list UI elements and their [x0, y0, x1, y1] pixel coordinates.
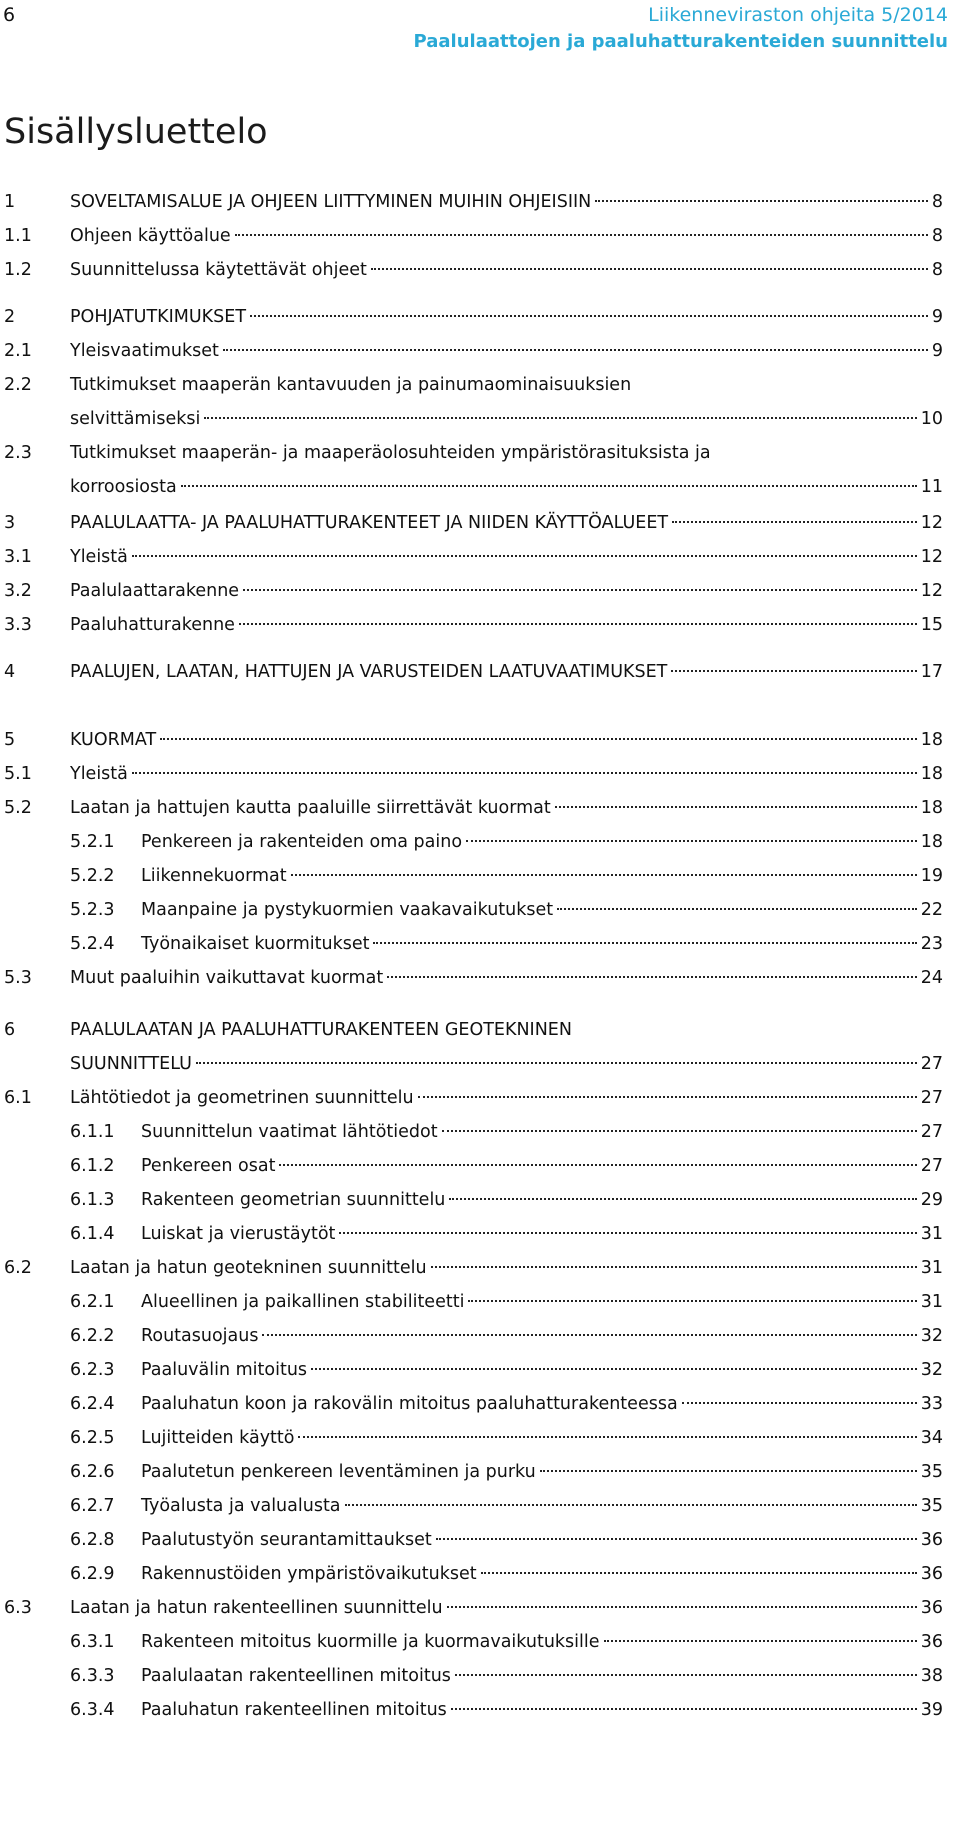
toc-entry-title: Tutkimukset maaperän- ja maaperäolosuhteiden ympäristörasituksista ja	[70, 443, 711, 463]
toc-entry-title: Paaluvälin mitoitus	[141, 1360, 308, 1380]
toc-entry-page: 8	[931, 260, 943, 280]
dot-leader	[279, 1164, 916, 1166]
toc-entry-title: Suunnittelussa käytettävät ohjeet	[70, 260, 367, 280]
toc-entry-page: 12	[920, 547, 943, 567]
toc-entry-title: SOVELTAMISALUE JA OHJEEN LIITTYMINEN MUIHIN OHJEISIIN	[70, 192, 592, 212]
toc-entry-number: 6.2.1	[70, 1292, 115, 1312]
dot-leader	[132, 555, 917, 557]
toc-entry-page: 22	[920, 900, 943, 920]
dot-leader	[455, 1674, 917, 1676]
toc-entry-page: 38	[920, 1666, 943, 1686]
dot-leader	[345, 1504, 917, 1506]
toc-entry-title: Yleistä	[70, 764, 128, 784]
toc-entry-number: 2.1	[4, 341, 32, 361]
toc-entry-page: 29	[920, 1190, 943, 1210]
toc-entry-title: KUORMAT	[70, 730, 157, 750]
toc-entry-title: Alueellinen ja paikallinen stabiliteetti	[141, 1292, 465, 1312]
toc-entry[interactable]	[0, 1625, 960, 1659]
toc-entry-title: Routasuojaus	[141, 1326, 259, 1346]
toc-entry-title: Rakenteen geometrian suunnittelu	[141, 1190, 446, 1210]
toc-entry-page: 10	[920, 409, 943, 429]
toc-entry[interactable]	[0, 1489, 960, 1523]
toc-entry[interactable]	[0, 1693, 960, 1727]
toc-entry-number: 6.1.3	[70, 1190, 115, 1210]
dot-leader	[239, 623, 917, 625]
toc-entry[interactable]	[0, 1387, 960, 1421]
toc-entry-title: Paalulaattarakenne	[70, 581, 240, 601]
dot-leader	[436, 1538, 917, 1540]
toc-entry-number: 3.3	[4, 615, 32, 635]
toc-entry-title: Laatan ja hattujen kautta paaluille siirrettävät kuormat	[70, 798, 551, 818]
toc-entry-title: Penkereen osat	[141, 1156, 276, 1176]
toc-entry-title: Paalulaatan rakenteellinen mitoitus	[141, 1666, 451, 1686]
toc-entry-number: 6.2.4	[70, 1394, 115, 1414]
toc-entry-page: 36	[920, 1598, 943, 1618]
toc-entry[interactable]	[0, 961, 960, 995]
toc-entry-page: 12	[920, 513, 943, 533]
toc-entry-page: 15	[920, 615, 943, 635]
toc-entry[interactable]	[0, 1421, 960, 1455]
toc-entry-page: 17	[920, 662, 943, 682]
toc-entry-title: Maanpaine ja pystykuormien vaakavaikutukset	[141, 900, 554, 920]
toc-entry-title: Laatan ja hatun geotekninen suunnittelu	[70, 1258, 427, 1278]
toc-entry-number: 6.2	[4, 1258, 32, 1278]
toc-entry-title: Rakennustöiden ympäristövaikutukset	[141, 1564, 477, 1584]
toc-entry[interactable]	[0, 859, 960, 893]
toc-entry-title: Ohjeen käyttöalue	[70, 226, 231, 246]
toc-entry-title: Penkereen ja rakenteiden oma paino	[141, 832, 463, 852]
dot-leader	[132, 772, 917, 774]
toc-entry[interactable]	[0, 1081, 960, 1115]
dot-leader	[466, 840, 917, 842]
toc-entry-title: POHJATUTKIMUKSET	[70, 307, 247, 327]
toc-entry[interactable]	[0, 1659, 960, 1693]
toc-entry-number: 2	[4, 307, 16, 327]
toc-entry-number: 5.1	[4, 764, 32, 784]
toc-entry[interactable]	[0, 334, 960, 368]
toc-heading: Sisällysluettelo	[4, 112, 268, 152]
toc-entry-page: 8	[931, 192, 943, 212]
toc-entry[interactable]	[0, 253, 960, 287]
toc-entry-title: SUUNNITTELU	[70, 1054, 192, 1074]
toc-entry[interactable]	[0, 1523, 960, 1557]
toc-entry[interactable]	[0, 300, 960, 334]
dot-leader	[442, 1130, 917, 1132]
toc-entry-number: 6.1.4	[70, 1224, 115, 1244]
toc-entry-title: Muut paaluihin vaikuttavat kuormat	[70, 968, 384, 988]
toc-entry-page: 9	[931, 341, 943, 361]
dot-leader	[262, 1334, 916, 1336]
toc-entry[interactable]	[0, 219, 960, 253]
dot-leader	[447, 1606, 917, 1608]
toc-entry-page: 18	[920, 832, 943, 852]
toc-entry-page: 31	[920, 1258, 943, 1278]
toc-entry[interactable]	[0, 368, 960, 436]
toc-entry-title: Paalutustyön seurantamittaukset	[141, 1530, 432, 1550]
toc-entry-number: 3.1	[4, 547, 32, 567]
toc-entry-number: 6.3.3	[70, 1666, 115, 1686]
dot-leader	[311, 1368, 917, 1370]
toc-entry-number: 3	[4, 513, 16, 533]
toc-entry-number: 6.3.1	[70, 1632, 115, 1652]
toc-entry-title: Paaluhatun rakenteellinen mitoitus	[141, 1700, 447, 1720]
dot-leader	[181, 485, 917, 487]
toc-entry-title: Paaluhatturakenne	[70, 615, 235, 635]
dot-leader	[451, 1708, 917, 1710]
dot-leader	[468, 1300, 916, 1302]
toc-entry-title: korroosiosta	[70, 477, 177, 497]
toc-entry-page: 24	[920, 968, 943, 988]
dot-leader	[672, 521, 917, 523]
toc-entry[interactable]	[0, 608, 960, 642]
toc-entry-page: 35	[920, 1496, 943, 1516]
toc-entry[interactable]	[0, 436, 960, 504]
toc-entry-page: 32	[920, 1326, 943, 1346]
toc-entry[interactable]	[0, 1591, 960, 1625]
dot-leader	[387, 976, 917, 978]
toc-entry-number: 6.1.1	[70, 1122, 115, 1142]
toc-entry[interactable]	[0, 185, 960, 219]
toc-entry-title: Lähtötiedot ja geometrinen suunnittelu	[70, 1088, 414, 1108]
dot-leader	[418, 1096, 917, 1098]
toc-entry-number: 6.2.7	[70, 1496, 115, 1516]
toc-entry[interactable]	[0, 1319, 960, 1353]
toc-entry[interactable]	[0, 1557, 960, 1591]
toc-entry-number: 5.2	[4, 798, 32, 818]
toc-entry-page: 11	[920, 477, 943, 497]
toc-entry-title: Liikennekuormat	[141, 866, 287, 886]
toc-entry-page: 36	[920, 1632, 943, 1652]
toc-entry[interactable]	[0, 1251, 960, 1285]
toc-entry-title: Lujitteiden käyttö	[141, 1428, 295, 1448]
toc-entry-page: 18	[920, 764, 943, 784]
toc-entry-number: 1.1	[4, 226, 32, 246]
toc-entry-number: 6.1	[4, 1088, 32, 1108]
dot-leader	[235, 234, 928, 236]
toc-entry-page: 35	[920, 1462, 943, 1482]
toc-entry-number: 6.3	[4, 1598, 32, 1618]
toc-entry[interactable]	[0, 1149, 960, 1183]
toc-entry-page: 33	[920, 1394, 943, 1414]
dot-leader	[371, 268, 928, 270]
dot-leader	[223, 349, 928, 351]
toc-entry-page: 18	[920, 730, 943, 750]
toc-entry-title: PAALULAATAN JA PAALUHATTURAKENTEEN GEOTEKNINEN	[70, 1020, 572, 1040]
toc-entry-page: 23	[920, 934, 943, 954]
toc-entry[interactable]	[0, 893, 960, 927]
toc-entry-page: 31	[920, 1292, 943, 1312]
dot-leader	[595, 200, 928, 202]
toc-entry-number: 4	[4, 662, 16, 682]
toc-entry[interactable]	[0, 723, 960, 757]
toc-entry-number: 5.3	[4, 968, 32, 988]
dot-leader	[431, 1266, 917, 1268]
toc-entry[interactable]	[0, 1285, 960, 1319]
toc-entry-title: PAALUJEN, LAATAN, HATTUJEN JA VARUSTEIDEN LAATUVAATIMUKSET	[70, 662, 668, 682]
toc-entry-title: Yleisvaatimukset	[70, 341, 219, 361]
toc-entry-number: 1	[4, 192, 16, 212]
toc-entry-number: 5.2.1	[70, 832, 115, 852]
toc-entry-page: 12	[920, 581, 943, 601]
dot-leader	[160, 738, 917, 740]
toc-entry[interactable]	[0, 1353, 960, 1387]
dot-leader	[339, 1232, 916, 1234]
toc-entry-number: 5.2.3	[70, 900, 115, 920]
toc-entry-title: Työnaikaiset kuormitukset	[141, 934, 370, 954]
toc-entry-page: 27	[920, 1088, 943, 1108]
toc-entry-page: 9	[931, 307, 943, 327]
dot-leader	[555, 806, 917, 808]
toc-entry-number: 6.1.2	[70, 1156, 115, 1176]
publication-series: Liikenneviraston ohjeita 5/2014	[648, 4, 948, 26]
toc-entry-title: Suunnittelun vaatimat lähtötiedot	[141, 1122, 438, 1142]
toc-entry[interactable]	[0, 825, 960, 859]
toc-entry[interactable]	[0, 757, 960, 791]
toc-entry[interactable]	[0, 540, 960, 574]
toc-entry-title: Tutkimukset maaperän kantavuuden ja painumaominaisuuksien	[70, 375, 632, 395]
toc-entry[interactable]	[0, 1115, 960, 1149]
toc-entry[interactable]	[0, 1455, 960, 1489]
toc-entry-number: 2.3	[4, 443, 32, 463]
toc-entry-page: 27	[920, 1156, 943, 1176]
toc-entry-page: 19	[920, 866, 943, 886]
toc-entry-page: 36	[920, 1564, 943, 1584]
page-number: 6	[3, 4, 16, 26]
dot-leader	[557, 908, 917, 910]
toc-entry-number: 5	[4, 730, 16, 750]
toc-entry[interactable]	[0, 927, 960, 961]
toc-entry-page: 31	[920, 1224, 943, 1244]
toc-entry-title: selvittämiseksi	[70, 409, 201, 429]
toc-entry-title: Luiskat ja vierustäytöt	[141, 1224, 336, 1244]
toc-entry-number: 3.2	[4, 581, 32, 601]
toc-entry-title: PAALULAATTA- JA PAALUHATTURAKENTEET JA NIIDEN KÄYTTÖALUEET	[70, 513, 669, 533]
toc-entry[interactable]	[0, 655, 960, 689]
toc-entry-number: 2.2	[4, 375, 32, 395]
toc-entry-number: 5.2.4	[70, 934, 115, 954]
dot-leader	[671, 670, 916, 672]
toc-entry[interactable]	[0, 1183, 960, 1217]
toc-entry-number: 6.3.4	[70, 1700, 115, 1720]
toc-entry-number: 6	[4, 1020, 16, 1040]
toc-entry-page: 8	[931, 226, 943, 246]
toc-entry-number: 6.2.9	[70, 1564, 115, 1584]
dot-leader	[196, 1062, 917, 1064]
toc-entry-number: 6.2.8	[70, 1530, 115, 1550]
toc-entry-page: 34	[920, 1428, 943, 1448]
dot-leader	[291, 874, 917, 876]
toc-entry[interactable]	[0, 1013, 960, 1081]
dot-leader	[540, 1470, 917, 1472]
dot-leader	[204, 417, 916, 419]
toc-entry[interactable]	[0, 574, 960, 608]
toc-entry-title: Yleistä	[70, 547, 128, 567]
toc-entry-page: 39	[920, 1700, 943, 1720]
dot-leader	[682, 1402, 917, 1404]
dot-leader	[481, 1572, 917, 1574]
dot-leader	[243, 589, 917, 591]
dot-leader	[298, 1436, 916, 1438]
toc-entry[interactable]	[0, 1217, 960, 1251]
toc-entry-title: Paalutetun penkereen leventäminen ja purku	[141, 1462, 536, 1482]
toc-entry-page: 27	[920, 1054, 943, 1074]
toc-entry-title: Rakenteen mitoitus kuormille ja kuormavaikutuksille	[141, 1632, 600, 1652]
toc-entry-title: Työalusta ja valualusta	[141, 1496, 341, 1516]
toc-entry-page: 27	[920, 1122, 943, 1142]
toc-entry-number: 1.2	[4, 260, 32, 280]
toc-entry-number: 6.2.5	[70, 1428, 115, 1448]
toc-entry-page: 32	[920, 1360, 943, 1380]
toc-entry-number: 6.2.6	[70, 1462, 115, 1482]
document-title: Paalulaattojen ja paaluhatturakenteiden suunnittelu	[413, 31, 948, 52]
dot-leader	[373, 942, 916, 944]
toc-entry-title: Laatan ja hatun rakenteellinen suunnittelu	[70, 1598, 443, 1618]
toc-entry[interactable]	[0, 791, 960, 825]
toc-entry-number: 6.2.2	[70, 1326, 115, 1346]
toc-entry-number: 5.2.2	[70, 866, 115, 886]
dot-leader	[449, 1198, 916, 1200]
toc-entry-page: 36	[920, 1530, 943, 1550]
dot-leader	[250, 315, 928, 317]
dot-leader	[604, 1640, 917, 1642]
toc-entry-title: Paaluhatun koon ja rakovälin mitoitus paaluhatturakenteessa	[141, 1394, 678, 1414]
toc-entry[interactable]	[0, 506, 960, 540]
toc-entry-page: 18	[920, 798, 943, 818]
toc-entry-number: 6.2.3	[70, 1360, 115, 1380]
